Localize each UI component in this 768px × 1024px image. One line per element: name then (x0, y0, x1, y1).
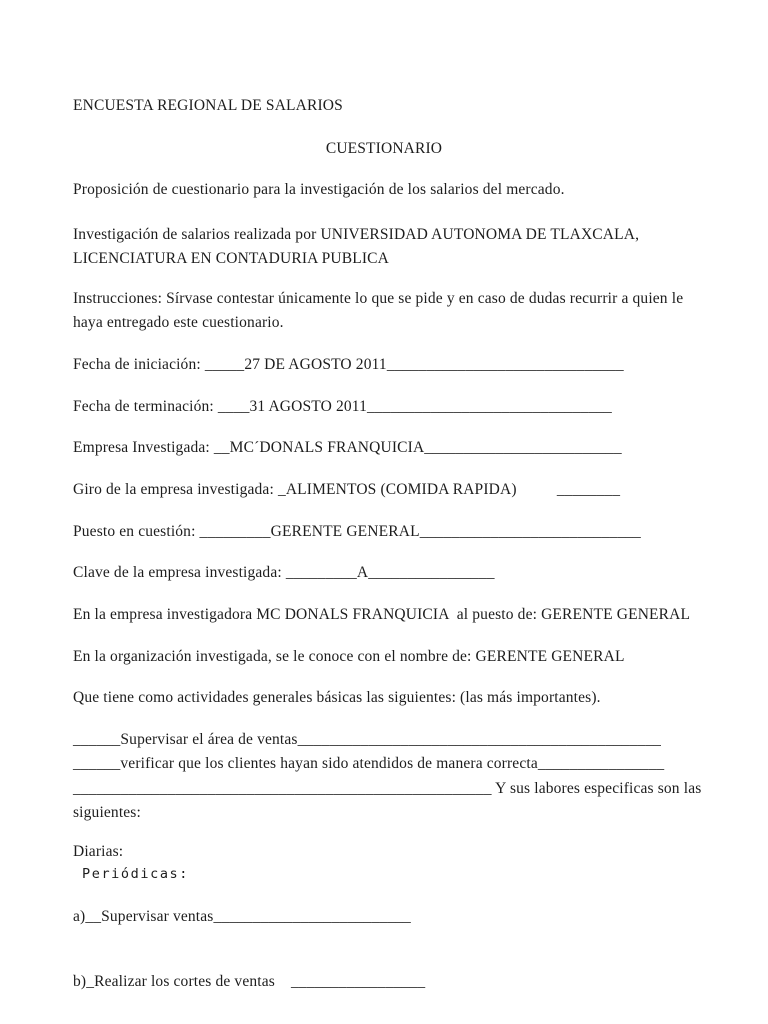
label-diarias: Diarias: (73, 843, 124, 860)
proposition-text: Proposición de cuestionario para la investigación de los salarios del mercado. (73, 181, 565, 198)
doc-title: CUESTIONARIO (325, 140, 443, 157)
instructions-paragraph (73, 287, 695, 335)
actividades-block (73, 728, 702, 825)
research-paragraph (73, 223, 695, 271)
field-fecha-terminacion: Fecha de terminación: ____31 AGOSTO 2011_______________________________ (73, 398, 612, 415)
field-giro-empresa: Giro de la empresa investigada: _ALIMENTOS (COMIDA RAPIDA) ________ (73, 481, 621, 498)
field-empresa-investigada: Empresa Investigada: __MC´DONALS FRANQUICIA_________________________ (73, 439, 622, 456)
actividad-line-2: ______verificar que los clientes hayan sido atendidos de manera correcta________________ (73, 755, 665, 772)
field-puesto-en-cuestion: Puesto en cuestión: _________GERENTE GENERAL____________________________ (73, 523, 641, 540)
statement-organizacion-nombre: En la organización investigada, se le conoce con el nombre de: GERENTE GENERAL (73, 648, 625, 665)
field-clave-empresa: Clave de la empresa investigada: _________A________________ (73, 564, 495, 581)
labor-item-a: a)__Supervisar ventas_________________________ (73, 908, 411, 925)
actividad-line-1: ______Supervisar el área de ventas______________________________________________ (73, 731, 662, 748)
field-fecha-iniciacion: Fecha de iniciación: _____27 DE AGOSTO 2011______________________________ (73, 356, 624, 373)
actividad-line-4: siguientes: (73, 804, 141, 821)
labor-item-b: b)_Realizar los cortes de ventas _________________ (73, 973, 426, 990)
research-line-2: LICENCIATURA EN CONTADURIA PUBLICA (73, 250, 390, 267)
research-line-1: Investigación de salarios realizada por UNIVERSIDAD AUTONOMA DE TLAXCALA, (73, 226, 640, 243)
label-periodicas: Periódicas: (82, 866, 190, 882)
statement-actividades-intro: Que tiene como actividades generales básicas las siguientes: (las más importantes). (73, 689, 601, 706)
doc-header-title: ENCUESTA REGIONAL DE SALARIOS (73, 97, 343, 114)
statement-empresa-puesto: En la empresa investigadora MC DONALS FRANQUICIA al puesto de: GERENTE GENERAL (73, 606, 691, 623)
actividad-line-3: _____________________________________________________ Y sus labores especificas son las (73, 780, 702, 797)
instructions-line-1: Instrucciones: Sírvase contestar únicamente lo que se pide y en caso de dudas recurrir a quien le (73, 290, 684, 307)
instructions-line-2: haya entregado este cuestionario. (73, 314, 284, 331)
